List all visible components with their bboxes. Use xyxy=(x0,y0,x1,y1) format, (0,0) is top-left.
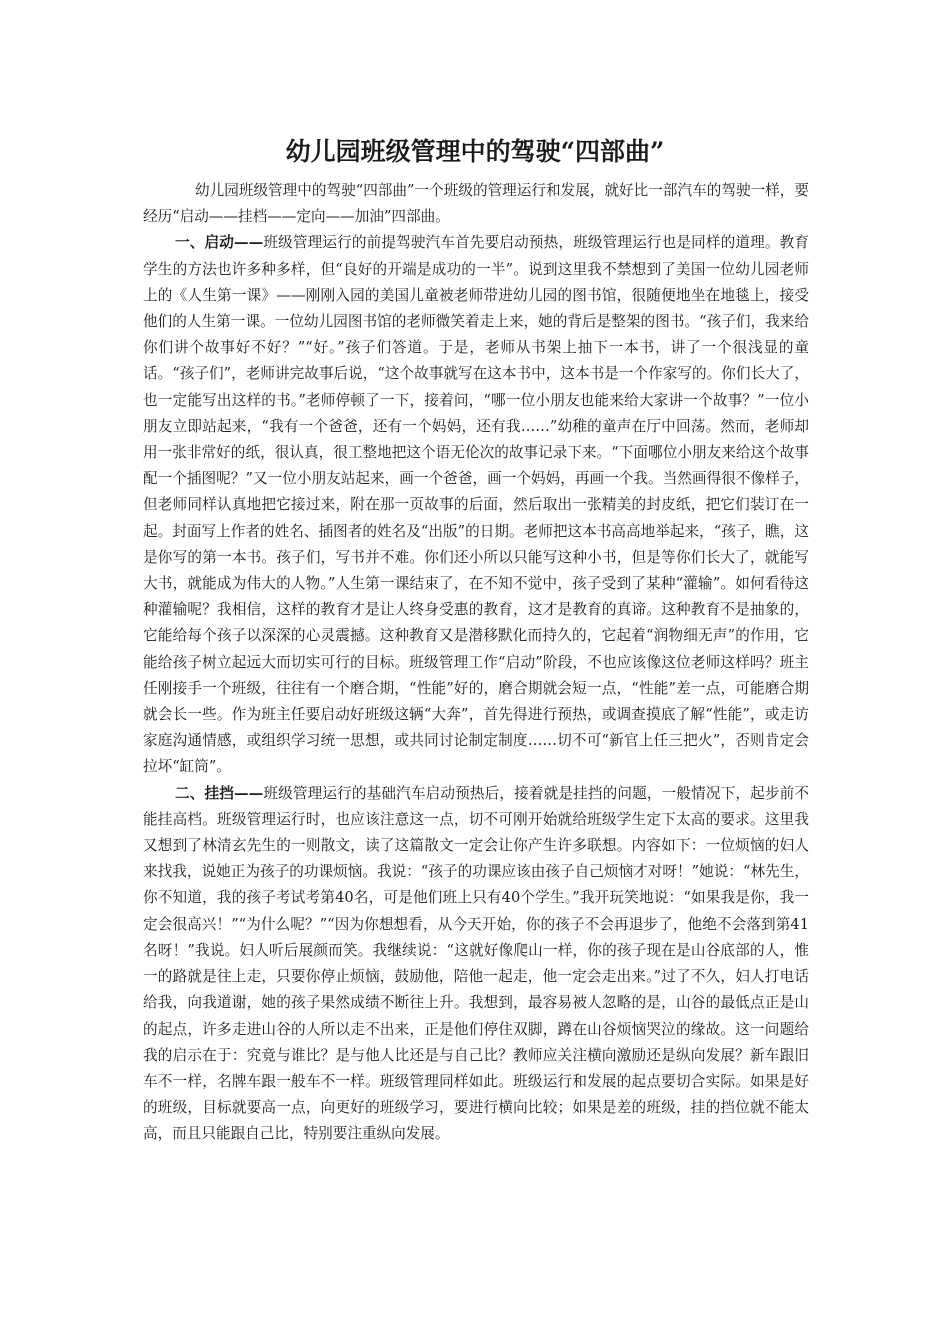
section-heading-start: 一、启动—— xyxy=(175,234,264,252)
paragraph-text: 班级管理运行的基础汽车启动预热后，接着就是挂挡的问题，一般情况下，起步前不能挂高档。班级管理运行时，也应该注意这一点，切不可刚开始就给班级学生定下太高的要求。这里我又想到了林清玄先生的一则散文，读了这篇散文一定会让你产生许多联想。内容如下：一位烦恼的妇人来找我，说她正为孩子的功课烦恼。我说：“孩子的功课应该由孩子自己烦恼才对呀！”她说：“林先生，你不知道，我的孩子考试考第40名，可是他们班上只有40个学生。”我开玩笑地说：“如果我是你，我一定会很高兴！”“为什么呢？”“因为你想想看，从今天开始，你的孩子不会再退步了，他绝不会落到第41名呀！”我说。妇人听后展颜而笑。我继续说：“这就好像爬山一样，你的孩子现在是山谷底部的人，惟一的路就是往上走，只要你停止烦恼，鼓励他，陪他一起走，他一定会走出来。”过了不久，妇人打电话给我，向我道谢，她的孩子果然成绩不断往上升。我想到，最容易被人忽略的是，山谷的最低点正是山的起点，许多走进山谷的人所以走不出来，正是他们停住双脚，蹲在山谷烦恼哭泣的缘故。这一问题给我的启示在于：究竟与谁比？是与他人比还是与自己比？教师应关注横向激励还是纵向发展？新车跟旧车不一样，名牌车跟一般车不一样。班级管理同样如此。班级运行和发展的起点要切合实际。如果是好的班级，目标就要高一点，向更好的班级学习，要进行横向比较；如果是差的班级，挂的挡位就不能太高，而且只能跟自己比，特别要注重纵向发展。 xyxy=(143,784,809,1143)
document-body xyxy=(143,178,809,1148)
document-title: 幼儿园班级管理中的驾驶“四部曲” xyxy=(285,137,665,166)
section-start-paragraph xyxy=(143,230,809,780)
intro-paragraph xyxy=(143,178,809,230)
paragraph-text: 班级管理运行的前提驾驶汽车首先要启动预热，班级管理运行也是同样的道理。教育学生的方法也许多种多样，但“良好的开端是成功的一半”。说到这里我不禁想到了美国一位幼儿园老师上的《人生第一课》——刚刚入园的美国儿童被老师带进幼儿园的图书馆，很随便地坐在地毯上，接受他们的人生第一课。一位幼儿园图书馆的老师微笑着走上来，她的背后是整架的图书。“孩子们，我来给你们讲个故事好不好？”“好。”孩子们答道。于是，老师从书架上抽下一本书，讲了一个很浅显的童话。“孩子们”，老师讲完故事后说，“这个故事就写在这本书中，这本书是一个作家写的。你们长大了，也一定能写出这样的书。”老师停顿了一下，接着问，“哪一位小朋友也能来给大家讲一个故事？”一位小朋友立即站起来，“我有一个爸爸，还有一个妈妈，还有我……”幼稚的童声在厅中回荡。然而，老师却用一张非常好的纸，很认真，很工整地把这个语无伦次的故事记录下来。“下面哪位小朋友来给这个故事配一个插图呢？”又一位小朋友站起来，画一个爸爸，画一个妈妈，再画一个我。当然画得很不像样子，但老师同样认真地把它接过来，附在那一页故事的后面，然后取出一张精美的封皮纸，把它们装订在一起。封面写上作者的姓名、插图者的姓名及“出版”的日期。老师把这本书高高地举起来，“孩子，瞧，这是你写的第一本书。孩子们，写书并不难。你们还小所以只能写这种小书，但是等你们长大了，就能写大书，就能成为伟大的人物。”人生第一课结束了，在不知不觉中，孩子受到了某种“灌输”。如何看待这种灌输呢？我相信，这样的教育才是让人终身受惠的教育，这才是教育的真谛。这种教育不是抽象的，它能给每个孩子以深深的心灵震撼。这种教育又是潜移默化而持久的，它起着“润物细无声”的作用，它能给孩子树立起远大而切实可行的目标。班级管理工作“启动”阶段，不也应该像这位老师这样吗？班主任刚接手一个班级，往往有一个磨合期，“性能”好的，磨合期就会短一点，“性能”差一点，可能磨合期就会长一些。作为班主任要启动好班级这辆“大奔”，首先得进行预热，或调查摸底了解“性能”，或走访家庭沟通情感，或组织学习统一思想，或共同讨论制定制度……切不可“新官上任三把火”，否则肯定会拉坏“缸筒”。 xyxy=(143,234,809,776)
paragraph-text: 幼儿园班级管理中的驾驶“四部曲”一个班级的管理运行和发展，就好比一部汽车的驾驶一样，要经历“启动——挂档——定向——加油”四部曲。 xyxy=(143,182,809,226)
section-gear-paragraph xyxy=(143,781,809,1148)
section-heading-gear: 二、挂挡—— xyxy=(175,784,264,802)
